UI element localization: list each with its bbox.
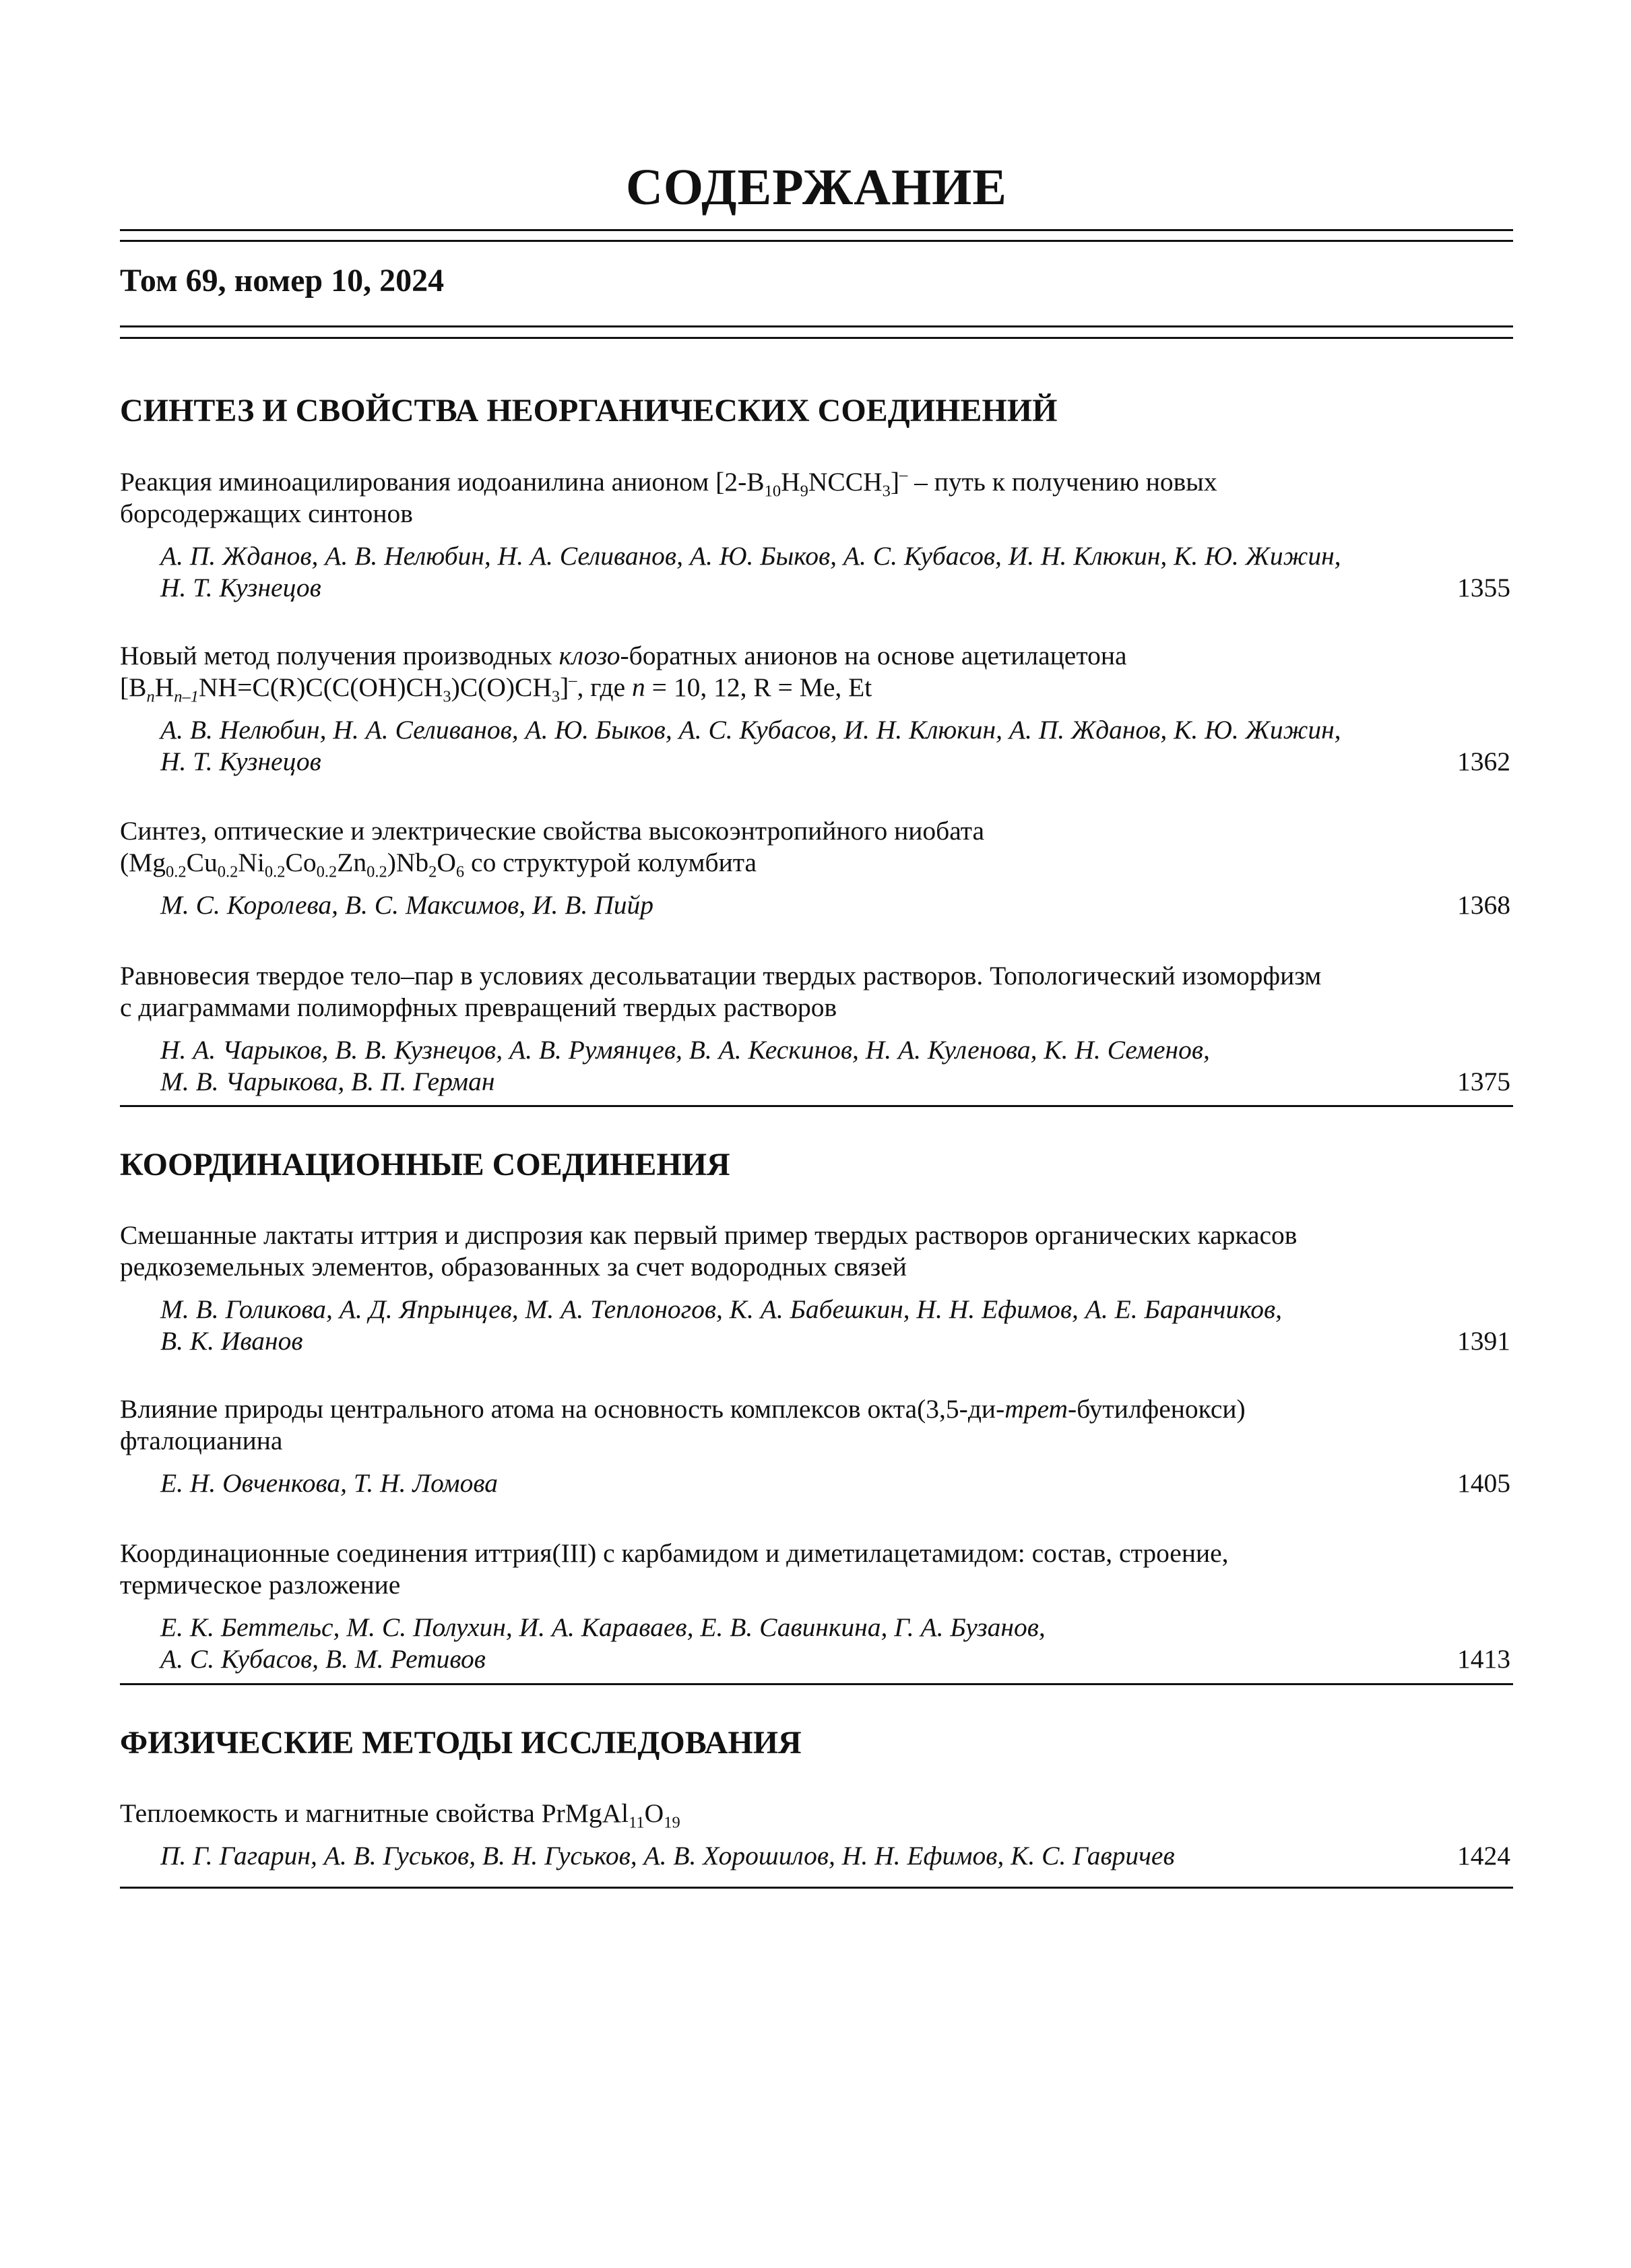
authors-row [120,1840,1513,1872]
article-entry [120,1798,1513,1872]
page-number: 1391 [1457,1326,1510,1356]
article-title: Равновесия твердое тело–пар в условиях десольватации твердых растворов. Топологический изоморфизм с диаграммами полиморфных превращений твердых растворов [120,961,1322,1022]
page-number: 1368 [1457,890,1510,920]
article-title: Смешанные лактаты иттрия и диспрозия как первый пример твердых растворов органических каркасов редкоземельных элементов, образованных за счет водородных связей [120,1220,1298,1282]
article-authors: М. С. Королева, В. С. Максимов, И. В. Пийр [160,890,653,920]
page-number: 1375 [1457,1067,1510,1096]
article-entry [120,1220,1513,1357]
rule-top-2 [120,240,1513,242]
section-coordination [120,1149,1513,1181]
authors-row [120,1612,1513,1675]
article-authors: М. В. Голикова, А. Д. Япрынцев, М. А. Теплоногов, К. А. Бабешкин, Н. Н. Ефимов, А. Е. Баранчиков, В. К. Иванов [160,1294,1282,1356]
article-authors: П. Г. Гагарин, А. В. Гуськов, В. Н. Гуськов, А. В. Хорошилов, Н. Н. Ефимов, К. С. Гавричев [160,1841,1175,1870]
article-title: Реакция иминоацилирования иодоанилина анионом $[2-B_{10}H_9NCCH_3]^-$ – путь к получению новых борсодержащих синтонов [120,466,1217,528]
page-number: 1355 [1457,573,1510,602]
rule-top-1 [120,229,1513,231]
section-divider [120,1105,1513,1107]
authors-row [120,540,1513,604]
article-authors: А. В. Нелюбин, Н. А. Селиванов, А. Ю. Быков, А. С. Кубасов, И. Н. Клюкин, А. П. Жданов, К. Ю. Жижин, Н. Т. Кузнецов [160,715,1341,776]
article-entry [120,1538,1513,1675]
section-divider [120,1887,1513,1889]
page-title: СОДЕРЖАНИЕ [626,159,1007,216]
page-number: 1405 [1457,1468,1510,1498]
article-authors: Н. А. Чарыков, В. В. Кузнецов, А. В. Румянцев, В. А. Кескинов, Н. А. Куленова, К. Н. Семенов, М. В. Чарыкова, В. П. Герман [160,1035,1210,1096]
authors-row [120,1034,1513,1098]
section-physical-methods [120,1727,1513,1759]
article-title: Синтез, оптические и электрические свойства высокоэнтропийного ниобата $(Mg_{0.2}Cu_{0.2}Ni_{0.2}Co_{0.2}Zn_{0.2})Nb_2O_6$ со структурой колумбита [120,816,985,881]
section-inorganic [120,395,1513,427]
article-title: Координационные соединения иттрия(III) с карбамидом и диметилацетамидом: состав, строение, термическое разложение [120,1538,1229,1600]
authors-row [120,714,1513,778]
article-entry [120,815,1513,921]
article-title: Теплоемкость и магнитные свойства $PrMgAl_{11}O_{19}$ [120,1798,680,1832]
page-number: 1424 [1457,1841,1510,1870]
authors-row [120,1294,1513,1357]
authors-row [120,889,1513,921]
authors-row [120,1468,1513,1499]
article-authors: Е. К. Беттельс, М. С. Полухин, И. А. Караваев, Е. В. Савинкина, Г. А. Бузанов, А. С. Кубасов, В. М. Ретивов [160,1612,1046,1674]
section-title: СИНТЕЗ И СВОЙСТВА НЕОРГАНИЧЕСКИХ СОЕДИНЕНИЙ [120,393,1058,429]
page-number: 1413 [1457,1644,1510,1674]
issue-info: Том 69, номер 10, 2024 [120,263,445,298]
article-authors: А. П. Жданов, А. В. Нелюбин, Н. А. Селиванов, А. Ю. Быков, А. С. Кубасов, И. Н. Клюкин, К. Ю. Жижин, Н. Т. Кузнецов [160,541,1341,602]
section-title: ФИЗИЧЕСКИЕ МЕТОДЫ ИССЛЕДОВАНИЯ [120,1725,802,1761]
article-entry [120,466,1513,604]
page-number: 1362 [1457,747,1510,776]
rule-issue-1 [120,325,1513,327]
article-entry [120,1393,1513,1499]
rule-issue-2 [120,337,1513,339]
article-entry [120,960,1513,1098]
section-title: КООРДИНАЦИОННЫЕ СОЕДИНЕНИЯ [120,1147,730,1183]
article-title: Влияние природы центрального атома на основность комплексов окта(3,5-ди-трет-бутилфенокси) фталоцианина [120,1394,1246,1455]
article-title: Новый метод получения производных клозо-боратных анионов на основе ацетилацетона $[B_nH_{n-1}NH=C(R)C(C(OH)CH_3)C(O)CH_3]^-$, где n = 10, 12, R = Me, Et [120,641,1127,706]
article-authors: Е. Н. Овченкова, Т. Н. Ломова [160,1468,498,1498]
article-entry [120,640,1513,778]
section-divider [120,1683,1513,1685]
